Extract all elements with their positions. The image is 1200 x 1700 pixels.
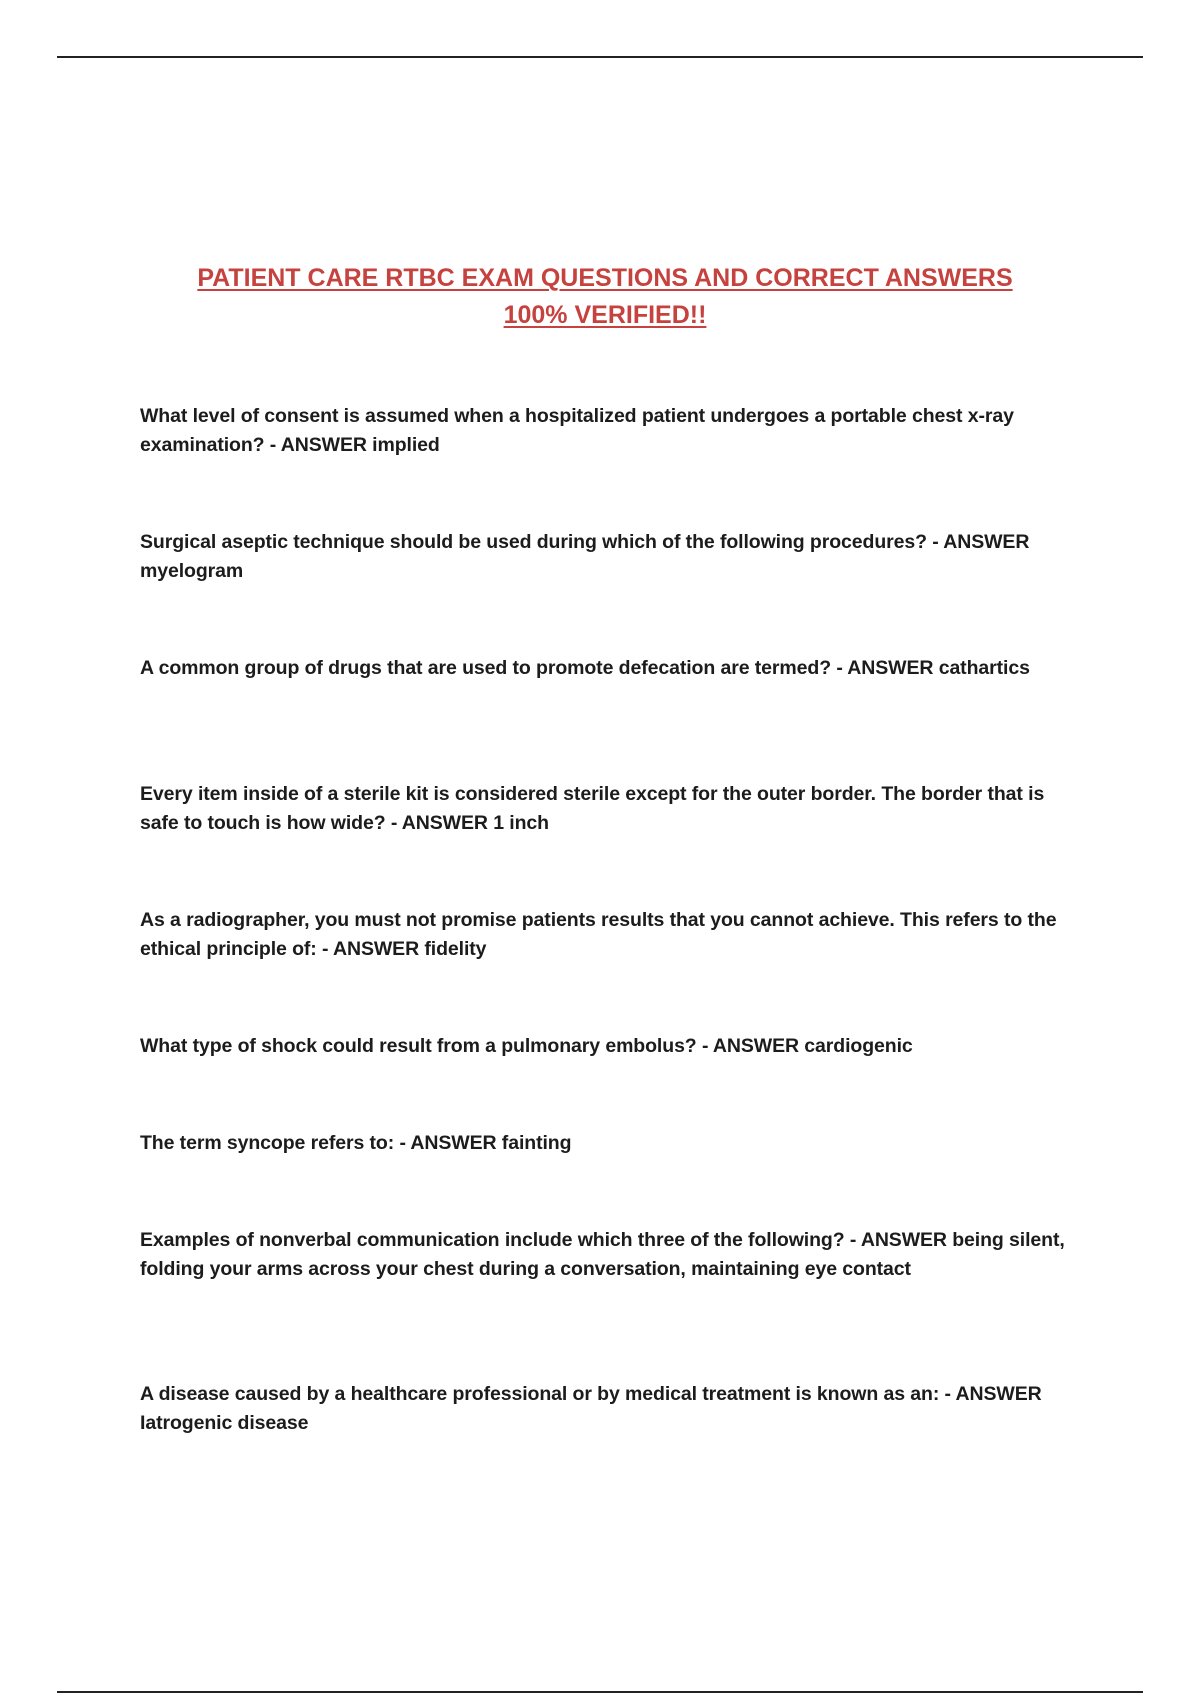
qa-item: What level of consent is assumed when a hospitalized patient undergoes a portable chest x-ray examination? - ANSWER implied — [140, 405, 1014, 456]
title-line-1: PATIENT CARE RTBC EXAM QUESTIONS AND CORRECT ANSWERS — [197, 264, 1013, 292]
bottom-horizontal-rule — [57, 1691, 1143, 1693]
qa-item: As a radiographer, you must not promise patients results that you cannot achieve. This refers to the ethical principle of: - ANSWER fidelity — [140, 909, 1057, 960]
qa-item: The term syncope refers to: - ANSWER fainting — [140, 1132, 572, 1154]
qa-item: A common group of drugs that are used to promote defecation are termed? - ANSWER cathartics — [140, 657, 1030, 679]
qa-item: Surgical aseptic technique should be used during which of the following procedures? - ANSWER myelogram — [140, 531, 1030, 582]
document-title — [140, 260, 1070, 334]
title-line-2: 100% VERIFIED!! — [503, 301, 707, 329]
top-horizontal-rule — [57, 56, 1143, 58]
qa-item: What type of shock could result from a pulmonary embolus? - ANSWER cardiogenic — [140, 1035, 913, 1057]
qa-item: Every item inside of a sterile kit is considered sterile except for the outer border. The border that is safe to touch is how wide? - ANSWER 1 inch — [140, 783, 1045, 834]
qa-item: A disease caused by a healthcare professional or by medical treatment is known as an: - ANSWER Iatrogenic disease — [140, 1383, 1042, 1434]
qa-item: Examples of nonverbal communication include which three of the following? - ANSWER being silent, folding your arms across your chest during a conversation, maintaining eye contact — [140, 1229, 1065, 1280]
